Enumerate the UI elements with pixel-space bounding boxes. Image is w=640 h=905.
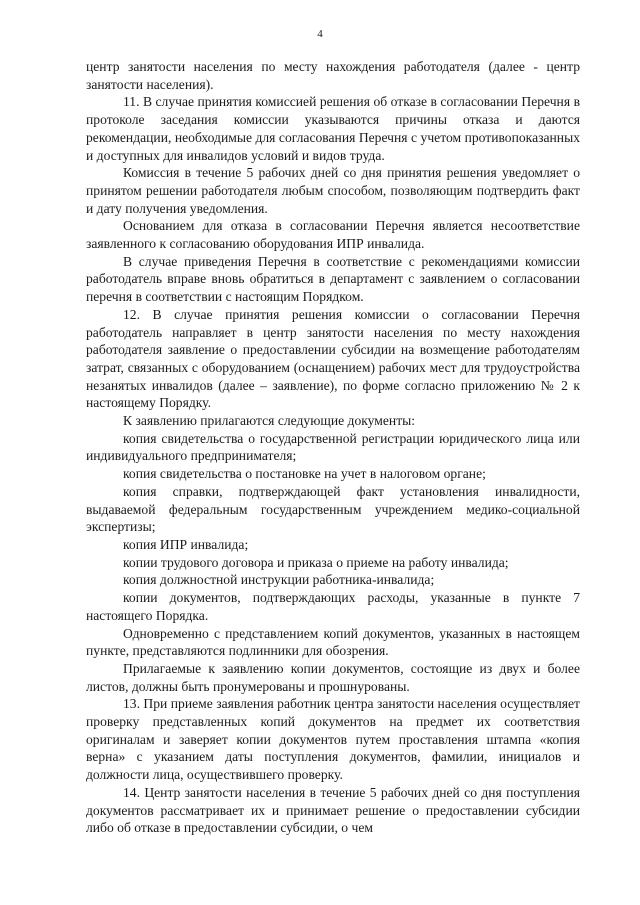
paragraph-item-13: 13. При приеме заявления работник центра занятости населения осуществляет проверку представленных копий документов на предмет их соответствия оригиналам и заверяет копии документов путем проставления штампа «копия верна» с указанием даты поступления документов, фамилии, инициалов и должности лица, осуществившего проверку.	[86, 696, 580, 783]
paragraph: Комиссия в течение 5 рабочих дней со дня принятия решения уведомляет о принятом решении работодателя любым способом, позволяющим подтвердить факт и дату получения уведомления.	[86, 165, 580, 216]
document-body	[86, 58, 580, 837]
document-list-item: копия свидетельства о постановке на учет в налоговом органе;	[123, 466, 486, 482]
paragraph: К заявлению прилагаются следующие документы:	[123, 413, 416, 429]
paragraph: Основанием для отказа в согласовании Перечня является несоответствие заявленного к согласованию оборудования ИПР инвалида.	[86, 218, 580, 252]
paragraph: Прилагаемые к заявлению копии документов, состоящие из двух и более листов, должны быть пронумерованы и прошнурованы.	[86, 660, 580, 694]
document-list-item: копия свидетельства о государственной регистрации юридического лица или индивидуального предпринимателя;	[86, 430, 580, 464]
paragraph-continuation: центр занятости населения по месту нахождения работодателя (далее - центр занятости населения).	[86, 59, 580, 92]
document-list-item: копии документов, подтверждающих расходы, указанные в пункте 7 настоящего Порядка.	[86, 590, 580, 623]
document-list-item: копии трудового договора и приказа о приеме на работу инвалида;	[123, 554, 509, 570]
paragraph-item-11: 11. В случае принятия комиссией решения об отказе в согласовании Перечня в протоколе заседания комиссии указываются причины отказа и даются рекомендации, необходимые для согласования Перечня с учетом противопоказанных и доступных для инвалидов условий и видов труда.	[86, 94, 580, 163]
paragraph: Одновременно с представлением копий документов, указанных в настоящем пункте, представляются подлинники для обозрения.	[86, 625, 580, 659]
document-list-item: копия ИПР инвалида;	[123, 536, 249, 552]
paragraph-item-14: 14. Центр занятости населения в течение 5 рабочих дней со дня поступления документов рассматривает их и принимает решение о предоставлении субсидии либо об отказе в предоставлении субсидии, о чем	[86, 784, 580, 836]
paragraph: В случае приведения Перечня в соответствие с рекомендациями комиссии работодатель вправе вновь обратиться в департамент с заявлением о согласовании перечня в соответствии с настоящим Порядком.	[86, 253, 580, 305]
document-list-item: копия должностной инструкции работника-инвалида;	[123, 572, 435, 588]
document-list-item: копия справки, подтверждающей факт установления инвалидности, выдаваемой федеральным государственным учреждением медико-социальной экспертизы;	[86, 483, 580, 535]
paragraph-item-12: 12. В случае принятия решения комиссии о согласовании Перечня работодатель направляет в центр занятости населения по месту нахождения работодателя заявление о предоставлении субсидии на возмещение работодателям затрат, связанных с оборудованием (оснащением) рабочих мест для трудоустройства незанятых инвалидов (далее – заявление), по форме согласно приложению № 2 к настоящему Порядку.	[86, 306, 580, 411]
page-number: 4	[317, 28, 323, 40]
